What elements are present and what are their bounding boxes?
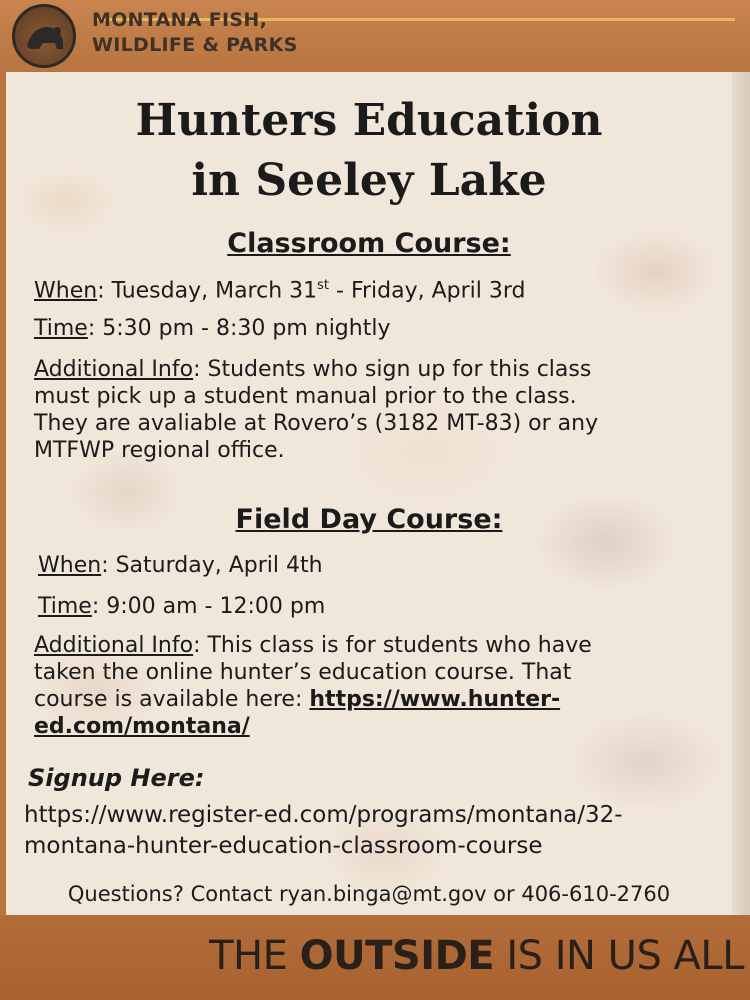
bear-logo-icon — [12, 4, 76, 68]
field-day-when — [38, 552, 323, 579]
title-line-1: Hunters Education — [135, 95, 603, 146]
contact-info: Questions? Contact ryan.binga@mt.gov or 406-610-2760 — [67, 882, 671, 906]
classroom-info-line-1: : Students who sign up for this class — [193, 357, 592, 382]
signup-url[interactable] — [24, 800, 623, 862]
classroom-when-label: When — [34, 278, 98, 304]
classroom-when — [34, 272, 526, 304]
classroom-time — [34, 315, 390, 342]
poster — [6, 72, 732, 915]
field-day-info — [34, 632, 592, 740]
classroom-when-value-pre: : Tuesday, March 31 — [97, 278, 318, 304]
field-day-info-line-3: course is available here: — [34, 687, 310, 712]
slogan-bold: OUTSIDE — [299, 933, 495, 979]
classroom-info-line-4: MTFWP regional office. — [34, 438, 285, 463]
field-day-info-label: Additional Info — [34, 633, 194, 658]
classroom-info-line-2: must pick up a student manual prior to the class. — [34, 384, 577, 409]
classroom-when-sup: st — [317, 278, 330, 293]
field-day-info-line-1: : This class is for students who have — [193, 633, 592, 658]
field-day-heading: Field Day Course: — [235, 504, 503, 535]
agency-line-2: WILDLIFE & PARKS — [92, 34, 298, 56]
classroom-time-value: : 5:30 pm - 8:30 pm nightly — [87, 316, 391, 341]
field-day-when-label: When — [38, 553, 102, 578]
field-day-when-value: : Saturday, April 4th — [101, 553, 323, 578]
agency-line-1: MONTANA FISH, — [92, 9, 268, 31]
slogan — [209, 933, 744, 979]
classroom-info-label: Additional Info — [34, 357, 194, 382]
header-band — [0, 0, 750, 72]
agency-name — [92, 8, 352, 58]
field-day-time-label: Time — [38, 594, 92, 619]
hunter-ed-link-part-2[interactable]: ed.com/montana/ — [34, 714, 250, 739]
field-day-info-line-2: taken the online hunter’s education course. That — [34, 660, 572, 685]
slogan-post: IS IN US ALL — [494, 933, 744, 979]
slogan-pre: THE — [209, 933, 300, 979]
field-day-time-value: : 9:00 am - 12:00 pm — [91, 594, 326, 619]
classroom-info-line-3: They are avaliable at Rovero’s (3182 MT-83) or any — [34, 411, 599, 436]
classroom-info — [34, 356, 598, 464]
classroom-time-label: Time — [34, 316, 88, 341]
signup-url-line-1[interactable]: https://www.register-ed.com/programs/montana/32- — [24, 802, 623, 828]
footer-band — [0, 915, 750, 1000]
classroom-heading: Classroom Course: — [227, 228, 511, 259]
classroom-when-value-post: - Friday, April 3rd — [329, 278, 526, 304]
signup-label: Signup Here: — [28, 764, 205, 792]
field-day-time — [38, 593, 325, 620]
page-edge — [732, 72, 750, 915]
hunter-ed-link-part-1[interactable]: https://www.hunter- — [309, 687, 561, 712]
title-line-2: in Seeley Lake — [191, 155, 547, 206]
signup-url-line-2[interactable]: montana-hunter-education-classroom-course — [24, 833, 543, 859]
